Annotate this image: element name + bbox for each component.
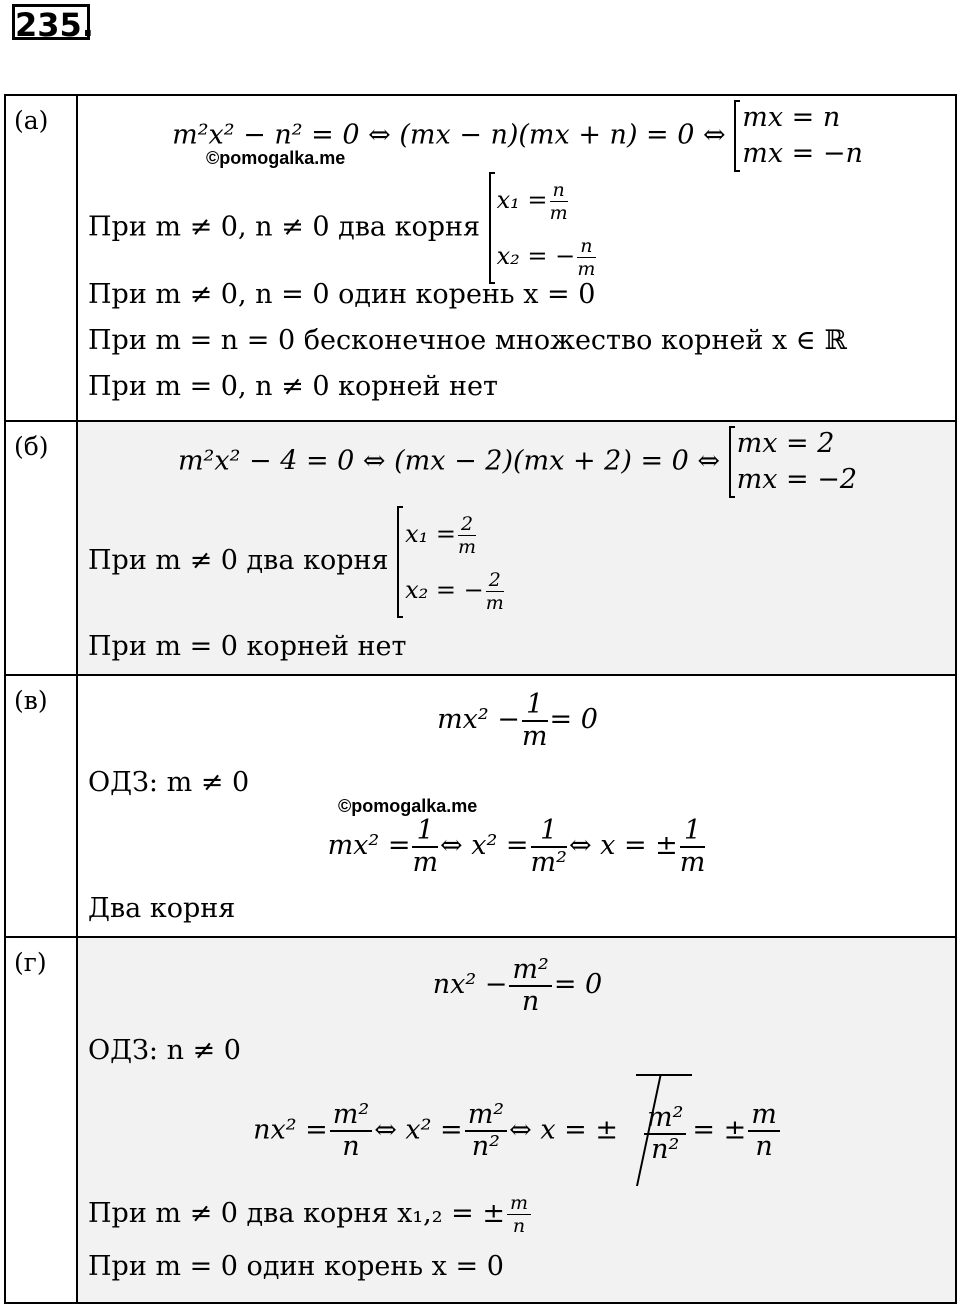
equation-v-num: 1 <box>522 690 548 722</box>
solution-g-frac2-den: n² <box>471 1131 501 1162</box>
label-b: (б) <box>5 421 77 675</box>
label-g: (г) <box>5 937 77 1303</box>
solution-table <box>4 94 957 1304</box>
solution-v-frac3-num: 1 <box>680 816 706 848</box>
solution-g-frac3-den: n <box>755 1131 773 1162</box>
body-b <box>77 421 956 675</box>
label-a: (а) <box>5 95 77 421</box>
solution-v-frac1-num: 1 <box>412 816 438 848</box>
solution-g-lhs: nx² = <box>253 1114 328 1146</box>
root-a-1-fraction <box>550 179 568 224</box>
sqrt-symbol <box>636 1074 692 1188</box>
solution-g-frac2-num: m² <box>465 1100 507 1132</box>
equation-g-num: m² <box>509 955 551 987</box>
case-a-4: При m = 0, n ≠ 0 корней нет <box>88 371 498 402</box>
root-a-2-num: n <box>577 235 595 258</box>
body-a <box>77 95 956 421</box>
solution-v-frac2 <box>531 816 567 878</box>
solution-g-mid2: ⇔ x = ± <box>509 1114 618 1146</box>
root-a-1-num: n <box>550 179 568 202</box>
watermark-1: ©pomogalka.me <box>206 148 346 168</box>
case-g-2: При m = 0 один корень x = 0 <box>88 1251 504 1282</box>
equation-v-rhs: = 0 <box>549 704 598 735</box>
case-g-1-fraction <box>507 1192 531 1237</box>
equation-v-fraction <box>522 690 548 752</box>
root-a-2-lhs: x₂ = − <box>496 242 576 270</box>
solution-g-frac2 <box>465 1100 507 1162</box>
equation-g <box>88 942 947 1028</box>
odz-v: ОДЗ: m ≠ 0 <box>88 767 250 798</box>
solution-v <box>88 796 947 886</box>
equation-v-lhs: mx² − <box>437 704 520 735</box>
solution-g-frac3-num: m <box>748 1100 780 1132</box>
solution-v-mid: ⇔ x² = <box>440 830 529 861</box>
root-b-2-den: m <box>485 591 504 614</box>
root-a-1-lhs: x₁ = <box>496 186 548 214</box>
system-b <box>729 426 857 498</box>
root-b-2-lhs: x₂ = − <box>405 575 484 604</box>
solution-g <box>88 1074 947 1184</box>
equation-g-fraction <box>509 955 551 1017</box>
root-b-1 <box>405 506 506 562</box>
odz-g: ОДЗ: n ≠ 0 <box>88 1035 241 1066</box>
case-g-1-den: n <box>512 1215 526 1237</box>
problem-number: 235. <box>12 4 90 40</box>
solution-v-mid2: ⇔ x = ± <box>568 830 678 861</box>
root-b-2-num: 2 <box>486 569 504 592</box>
solution-g-sqrt-den: n² <box>651 1133 680 1165</box>
equation-g-lhs: nx² − <box>432 969 508 1000</box>
body-v <box>77 675 956 937</box>
root-a-1-den: m <box>549 202 568 224</box>
row-g <box>5 937 956 1303</box>
body-g <box>77 937 956 1303</box>
root-b-1-den: m <box>458 535 477 558</box>
system-a-line2: mx = −n <box>742 138 863 169</box>
roots-a <box>489 172 598 284</box>
case-a-1-text: При m ≠ 0, n ≠ 0 два корня <box>88 211 481 243</box>
case-a-2: При m ≠ 0, n = 0 один корень x = 0 <box>88 279 596 310</box>
solution-g-sqrt-num: m² <box>644 1103 686 1135</box>
solution-v-frac1 <box>412 816 438 878</box>
system-a-line1: mx = n <box>742 102 841 133</box>
solution-g-frac1 <box>330 1100 372 1162</box>
equation-v <box>88 680 947 760</box>
case-g-1 <box>88 1184 947 1244</box>
root-b-2 <box>405 562 506 618</box>
equation-g-rhs: = 0 <box>553 969 603 1000</box>
case-g-1-num: m <box>507 1192 531 1215</box>
solution-v-frac3 <box>680 816 706 878</box>
case-b-1-text: При m ≠ 0 два корня <box>88 545 389 576</box>
conclusion-v: Два корня <box>88 893 236 924</box>
case-b-1 <box>88 498 947 624</box>
system-b-line2: mx = −2 <box>736 464 858 495</box>
solution-g-mid: ⇔ x² = <box>374 1114 463 1146</box>
root-b-1-num: 2 <box>458 513 476 536</box>
root-b-1-lhs: x₁ = <box>405 519 457 548</box>
row-a <box>5 95 956 421</box>
solution-g-frac3 <box>748 1100 780 1162</box>
watermark-2: ©pomogalka.me <box>338 796 478 816</box>
row-b <box>5 421 956 675</box>
system-b-line1: mx = 2 <box>736 428 835 459</box>
case-g-1-text: При m ≠ 0 два корня x₁,₂ = ± <box>88 1198 505 1229</box>
solution-g-sqrt-frac <box>644 1103 686 1165</box>
root-a-1 <box>497 172 598 228</box>
solution-g-mid3: = ± <box>692 1114 747 1146</box>
roots-b <box>397 506 506 618</box>
solution-v-frac1-den: m <box>412 846 439 878</box>
label-v: (в) <box>5 675 77 937</box>
equation-b-main: m²x² − 4 = 0 ⇔ (mx − 2)(mx + 2) = 0 ⇔ <box>177 445 721 477</box>
solution-v-frac3-den: m <box>679 846 706 878</box>
row-v <box>5 675 956 937</box>
solution-v-frac2-den: m² <box>530 846 567 878</box>
solution-g-frac1-num: m² <box>330 1100 372 1132</box>
system-a <box>734 100 863 172</box>
solution-g-frac1-den: n <box>342 1131 360 1162</box>
equation-v-den: m <box>521 720 548 752</box>
equation-a-main: m²x² − n² = 0 ⇔ (mx − n)(mx + n) = 0 ⇔ <box>172 119 726 151</box>
root-a-2-den: m <box>577 258 596 280</box>
equation-b <box>88 426 947 498</box>
equation-g-den: n <box>521 985 540 1017</box>
solution-v-frac2-num: 1 <box>531 816 567 848</box>
solution-v-lhs: mx² = <box>327 830 411 861</box>
case-b-2: При m = 0 корней нет <box>88 631 407 662</box>
root-b-2-fraction <box>486 569 504 614</box>
root-b-1-fraction <box>458 513 476 558</box>
case-a-3: При m = n = 0 бесконечное множество корней x ∈ ℝ <box>88 325 847 356</box>
